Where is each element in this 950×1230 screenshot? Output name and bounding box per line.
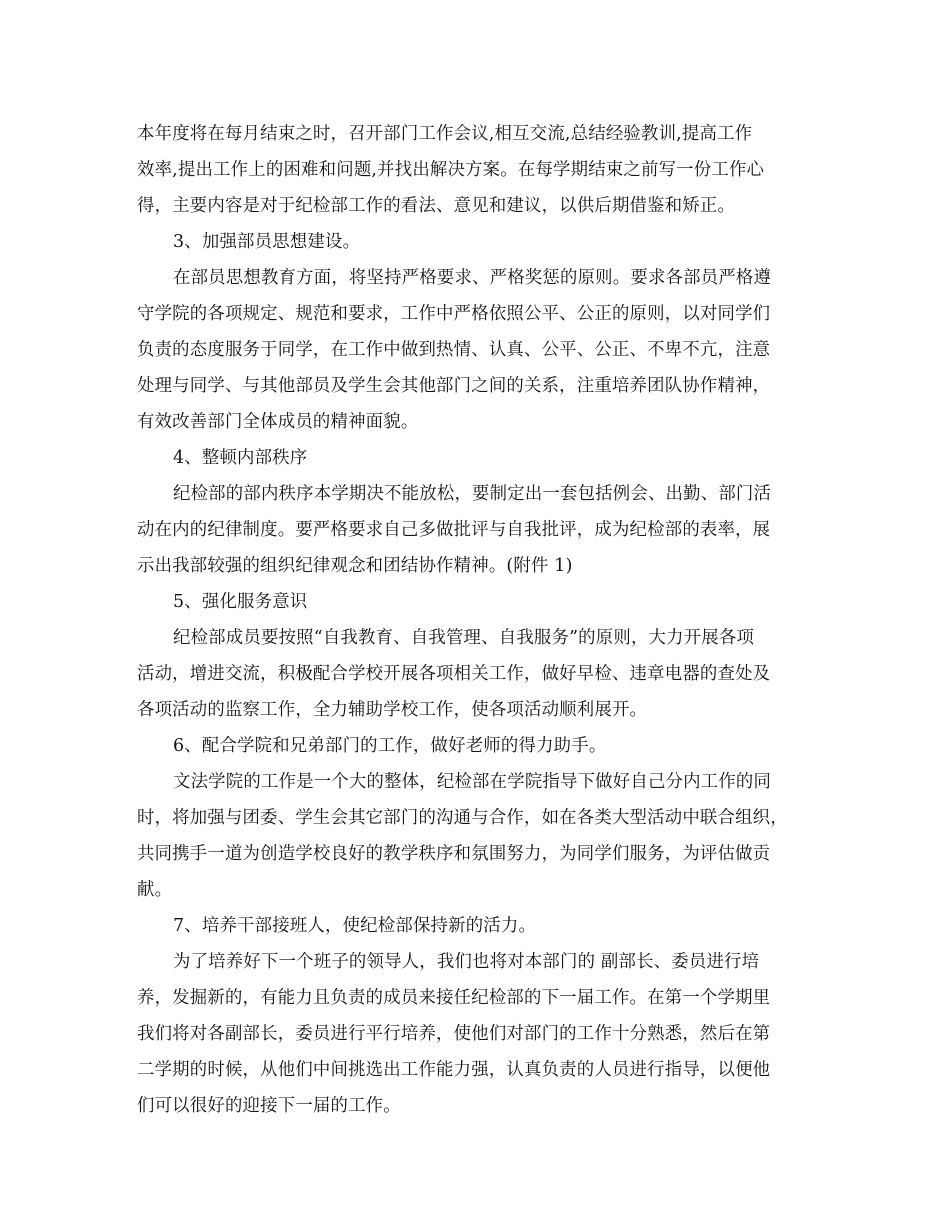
- text-line: 得，主要内容是对于纪检部工作的看法、意见和建议，以供后期借鉴和矫正。: [137, 196, 736, 216]
- paragraph-6: [137, 764, 817, 908]
- heading-3: 3、加强部员思想建设。: [173, 232, 361, 252]
- heading-6: 6、配合学院和兄弟部门的工作，做好老师的得力助手。: [173, 736, 607, 756]
- text-line: 动在内的纪律制度。要严格要求自己多做批评与自我批评，成为纪检部的表率，展: [137, 520, 771, 540]
- heading-5: 5、强化服务意识: [173, 592, 308, 612]
- text-line: 们可以很好的迎接下一届的工作。: [137, 1096, 401, 1116]
- text-line: 养，发掘新的，有能力且负责的成员来接任纪检部的下一届工作。在第一个学期里: [137, 988, 771, 1008]
- text-line: 时，将加强与团委、学生会其它部门的沟通与合作，如在各类大型活动中联合组织，: [137, 808, 788, 828]
- text-line: 活动，增进交流，积极配合学校开展各项相关工作，做好早检、违章电器的查处及: [137, 664, 771, 684]
- paragraph-7: [137, 944, 817, 1124]
- paragraph-4: [137, 476, 817, 584]
- text-line: 纪检部的部内秩序本学期决不能放松，要制定出一套包括例会、出勤、部门活: [173, 484, 772, 504]
- paragraph-5: [137, 620, 817, 728]
- paragraph-3: [137, 260, 817, 440]
- text-line: 守学院的各项规定、规范和要求，工作中严格依照公平、公正的原则，以对同学们: [137, 304, 771, 324]
- text-line: 在部员思想教育方面，将坚持严格要求、严格奖惩的原则。要求各部员严格遵: [173, 268, 772, 288]
- text-line: 献。: [137, 880, 173, 900]
- text-line: 我们将对各副部长，委员进行平行培养，使他们对部门的工作十分熟悉，然后在第: [137, 1024, 771, 1044]
- text-line: 为了培养好下一个班子的领导人，我们也将对本部门的 副部长、委员进行培: [173, 952, 760, 972]
- paragraph-meeting: [137, 116, 817, 224]
- text-line: 效率,提出工作上的困难和问题,并找出解决方案。在每学期结束之前写一份工作心: [137, 160, 765, 180]
- text-line: 二学期的时候，从他们中间挑选出工作能力强，认真负责的人员进行指导，以便他: [137, 1060, 771, 1080]
- text-line: 本年度将在每月结束之时，召开部门工作会议,相互交流,总结经验教训,提高工作: [137, 124, 753, 144]
- heading-7: 7、培养干部接班人，使纪检部保持新的活力。: [173, 916, 537, 936]
- text-line: 纪检部成员要按照“自我教育、自我管理、自我服务”的原则，大力开展各项: [173, 628, 755, 648]
- text-line: 文法学院的工作是一个大的整体，纪检部在学院指导下做好自己分内工作的同: [173, 772, 772, 792]
- text-line: 负责的态度服务于同学，在工作中做到热情、认真、公平、公正、不卑不亢，注意: [137, 340, 771, 360]
- document-body: [137, 116, 817, 1124]
- text-line: 示出我部较强的组织纪律观念和团结协作精神。(附件 1): [137, 556, 573, 576]
- heading-4: 4、整顿内部秩序: [173, 448, 308, 468]
- text-line: 各项活动的监察工作，全力辅助学校工作，使各项活动顺利展开。: [137, 700, 648, 720]
- text-line: 共同携手一道为创造学校良好的教学秩序和氛围努力，为同学们服务，为评估做贡: [137, 844, 771, 864]
- text-line: 处理与同学、与其他部员及学生会其他部门之间的关系，注重培养团队协作精神，: [137, 376, 771, 396]
- text-line: 有效改善部门全体成员的精神面貌。: [137, 412, 419, 432]
